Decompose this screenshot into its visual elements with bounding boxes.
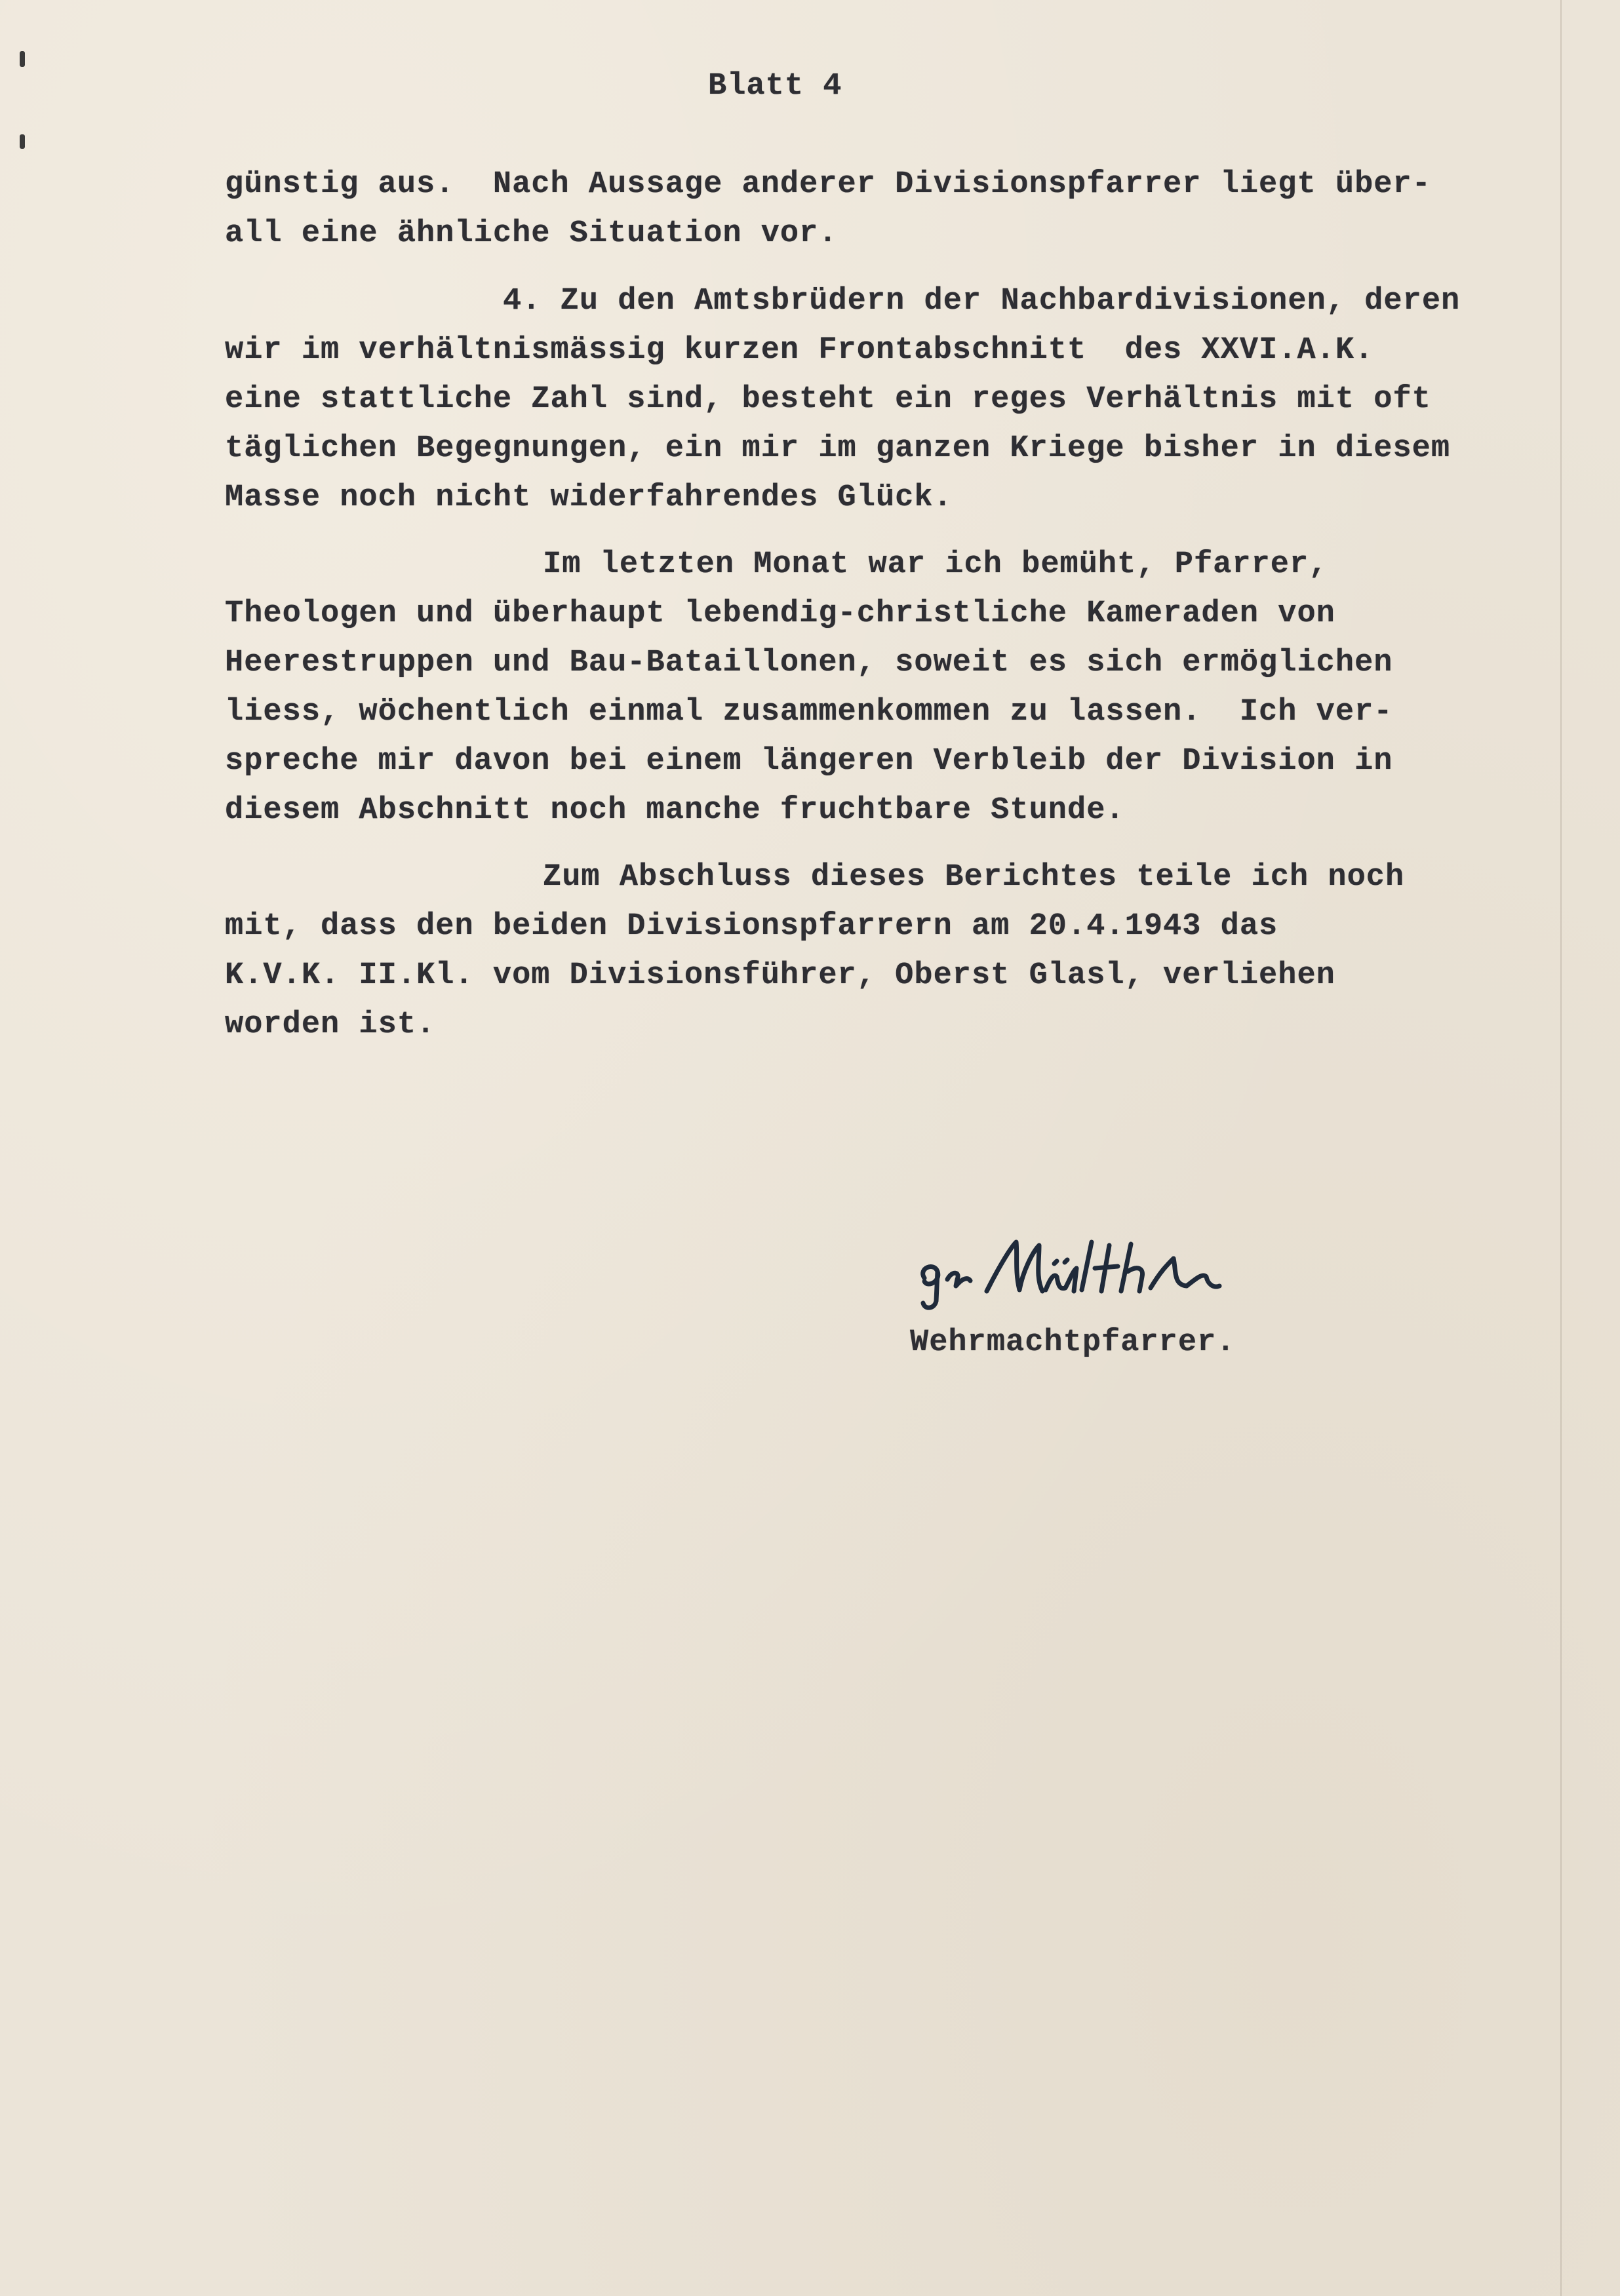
text-line: günstig aus. Nach Aussage anderer Divisionspfarrer liegt über- — [225, 167, 1431, 202]
sheet-number: Blatt 4 — [708, 69, 842, 104]
text-line: mit, dass den beiden Divisionspfarrern am 20.4.1943 das — [225, 909, 1278, 944]
paper-fold-line — [1560, 0, 1562, 2296]
text-line: Im letzten Monat war ich bemüht, Pfarrer, — [543, 547, 1328, 582]
text-line: worden ist. — [225, 1007, 436, 1042]
text-line: Theologen und überhaupt lebendig-christliche Kameraden von — [225, 596, 1335, 631]
binder-hole-mark — [20, 51, 25, 67]
signature-stroke — [923, 1267, 938, 1308]
text-line: Heerestruppen und Bau-Bataillonen, soweit es sich ermöglichen — [225, 646, 1393, 680]
text-line: spreche mir davon bei einem längeren Verbleib der Division in — [225, 744, 1393, 779]
binder-hole-mark — [20, 134, 25, 149]
text-line: 4. Zu den Amtsbrüdern der Nachbardivisionen, deren — [503, 284, 1461, 319]
signature-stroke — [1121, 1244, 1143, 1291]
signatory-role: Wehrmachtpfarrer. — [910, 1325, 1236, 1360]
text-line: Zum Abschluss dieses Berichtes teile ich noch — [543, 860, 1405, 895]
text-line: liess, wöchentlich einmal zusammenkommen zu lassen. Ich ver- — [225, 695, 1393, 730]
signature-stroke — [1054, 1260, 1067, 1264]
text-line: diesem Abschnitt noch manche fruchtbare Stunde. — [225, 793, 1125, 828]
text-line: Masse noch nicht widerfahrendes Glück. — [225, 480, 953, 515]
text-line: wir im verhältnismässig kurzen Frontabschnitt des XXVI.A.K. — [225, 333, 1374, 368]
handwritten-signature — [905, 1232, 1298, 1311]
signature-stroke — [947, 1273, 970, 1286]
signature-stroke — [1046, 1268, 1077, 1291]
text-line: all eine ähnliche Situation vor. — [225, 216, 838, 251]
signature-stroke — [1151, 1258, 1219, 1288]
text-line: eine stattliche Zahl sind, besteht ein reges Verhältnis mit oft — [225, 382, 1431, 417]
signature-stroke — [987, 1242, 1042, 1291]
signature-stroke — [1082, 1242, 1118, 1291]
text-line: täglichen Begegnungen, ein mir im ganzen Kriege bisher in diesem — [225, 431, 1451, 466]
text-line: K.V.K. II.Kl. vom Divisionsführer, Oberst Glasl, verliehen — [225, 958, 1335, 993]
